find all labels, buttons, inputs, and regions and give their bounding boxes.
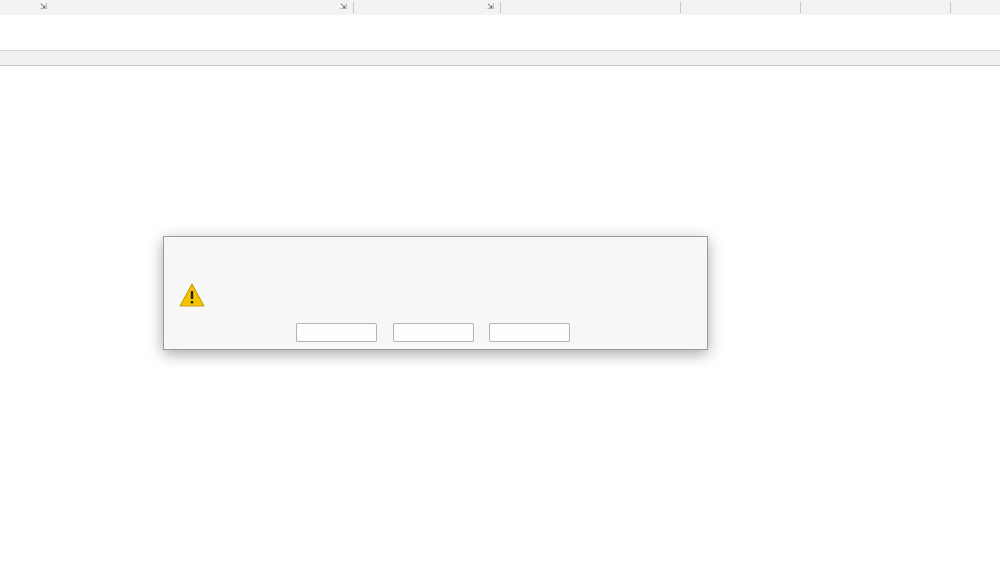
number-launcher-icon[interactable]: ⇲ [487, 2, 494, 11]
ribbon-group-number [380, 0, 455, 15]
ribbon-separator [800, 2, 801, 13]
ribbon-group-cells [715, 0, 765, 15]
formula-bar[interactable] [0, 15, 1000, 51]
alignment-launcher-icon[interactable]: ⇲ [340, 2, 347, 11]
ribbon-group-editing [850, 0, 905, 15]
ribbon-separator [680, 2, 681, 13]
external-links-dialog [163, 236, 708, 350]
dont-update-button[interactable] [393, 323, 474, 342]
help-button[interactable] [489, 323, 570, 342]
ribbon-separator [950, 2, 951, 13]
ribbon-group-alignment [150, 0, 240, 15]
ribbon-separator [353, 2, 354, 13]
ribbon-group-sensitivity [955, 0, 1000, 15]
update-button[interactable] [296, 323, 377, 342]
ribbon-group-bar [0, 0, 1000, 16]
ribbon-separator [500, 2, 501, 13]
column-header-bar [0, 51, 1000, 66]
ribbon-group-styles [555, 0, 615, 15]
dialog-launcher-icon[interactable]: ⇲ [40, 2, 47, 11]
warning-icon [179, 283, 205, 307]
